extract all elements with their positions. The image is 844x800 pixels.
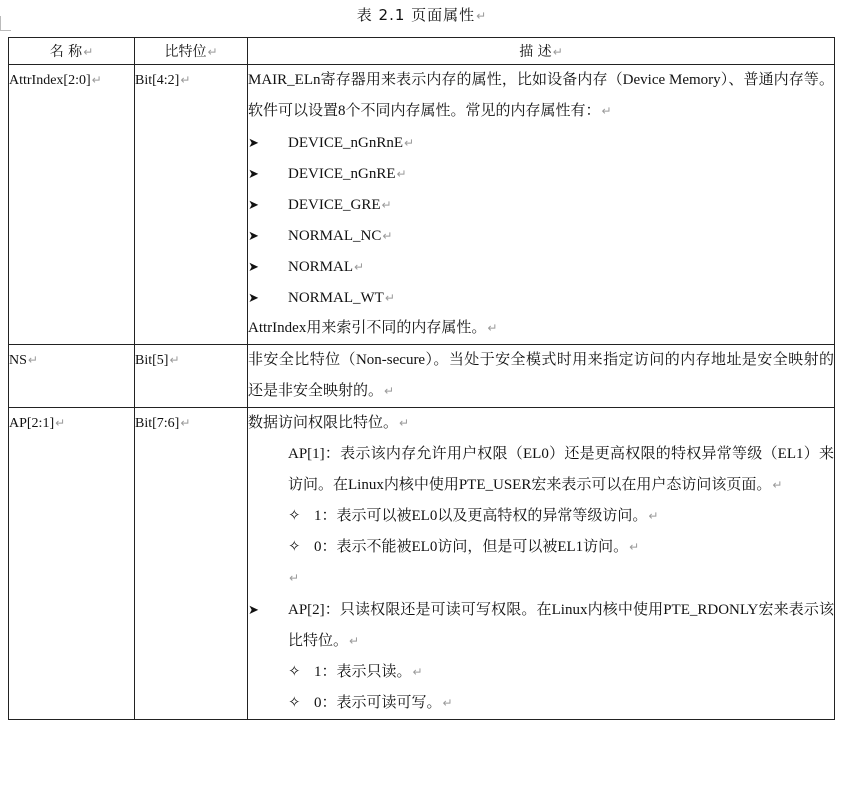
arrow-bullet-icon: ➤ [248, 166, 259, 181]
list-item: ✧ 0：表示可读可写。↵ [248, 688, 834, 719]
table-row [9, 65, 835, 345]
list-item: ➤ NORMAL_WT↵ [248, 282, 834, 313]
ap2-paragraph: ➤ AP[2]：只读权限还是可读可写权限。在Linux内核中使用PTE_RDONLY宏来表示该比特位。↵ [248, 594, 834, 657]
field-bits: Bit[5]↵ [135, 345, 248, 408]
diamond-bullet-icon: ✧ [288, 664, 301, 680]
diamond-bullet-icon: ✧ [288, 695, 301, 711]
page-attribute-table [8, 37, 835, 720]
header-name: 名 称↵ [9, 38, 135, 65]
field-bits: Bit[4:2]↵ [135, 65, 248, 345]
empty-line: ↵ [289, 571, 300, 585]
ap1-paragraph: AP[1]：表示该内存允许用户权限（EL0）还是更高权限的特权异常等级（EL1）来访问。在Linux内核中使用PTE_USER宏来表示可以在用户态访问该页面。↵ [288, 446, 834, 493]
arrow-bullet-icon: ➤ [248, 602, 259, 617]
list-item: ➤ NORMAL_NC↵ [248, 220, 834, 251]
field-name: NS↵ [9, 345, 135, 408]
description-paragraph: MAIR_ELn寄存器用来表示内存的属性，比如设备内存（Device Memory）、普通内存等。软件可以设置8个不同内存属性。常见的内存属性有：↵ [248, 72, 834, 119]
arrow-bullet-icon: ➤ [248, 228, 259, 243]
list-item: ✧ 1：表示可以被EL0以及更高特权的异常等级访问。↵ [248, 501, 834, 532]
diamond-bullet-icon: ✧ [288, 508, 301, 524]
diamond-bullet-icon: ✧ [288, 539, 301, 555]
arrow-bullet-icon: ➤ [248, 197, 259, 212]
header-description: 描 述↵ [248, 38, 835, 65]
field-bits: Bit[7:6]↵ [135, 408, 248, 720]
description-tail: AttrIndex用来索引不同的内存属性。↵ [248, 320, 498, 336]
field-name: AttrIndex[2:0]↵ [9, 65, 135, 345]
field-description [248, 65, 835, 345]
list-item: ➤ DEVICE_nGnRE↵ [248, 158, 834, 189]
arrow-bullet-icon: ➤ [248, 290, 259, 305]
list-item: ➤ DEVICE_nGnRnE↵ [248, 127, 834, 158]
field-description [248, 408, 835, 720]
description-intro: 数据访问权限比特位。↵ [248, 415, 410, 431]
list-item: ➤ DEVICE_GRE↵ [248, 189, 834, 220]
table-caption: 表 2.1 页面属性↵ [356, 6, 488, 24]
table-row [9, 408, 835, 720]
field-name: AP[2:1]↵ [9, 408, 135, 720]
header-bits: 比特位↵ [135, 38, 248, 65]
list-item: ➤ NORMAL↵ [248, 251, 834, 282]
table-header-row [9, 38, 835, 65]
table-row [9, 345, 835, 408]
list-item: ✧ 1：表示只读。↵ [248, 657, 834, 688]
arrow-bullet-icon: ➤ [248, 259, 259, 274]
list-item: ✧ 0：表示不能被EL0访问，但是可以被EL1访问。↵ [248, 532, 834, 563]
field-description [248, 345, 835, 408]
description-paragraph: 非安全比特位（Non-secure）。当处于安全模式时用来指定访问的内存地址是安全映射的还是非安全映射的。↵ [248, 352, 834, 399]
arrow-bullet-icon: ➤ [248, 135, 259, 150]
